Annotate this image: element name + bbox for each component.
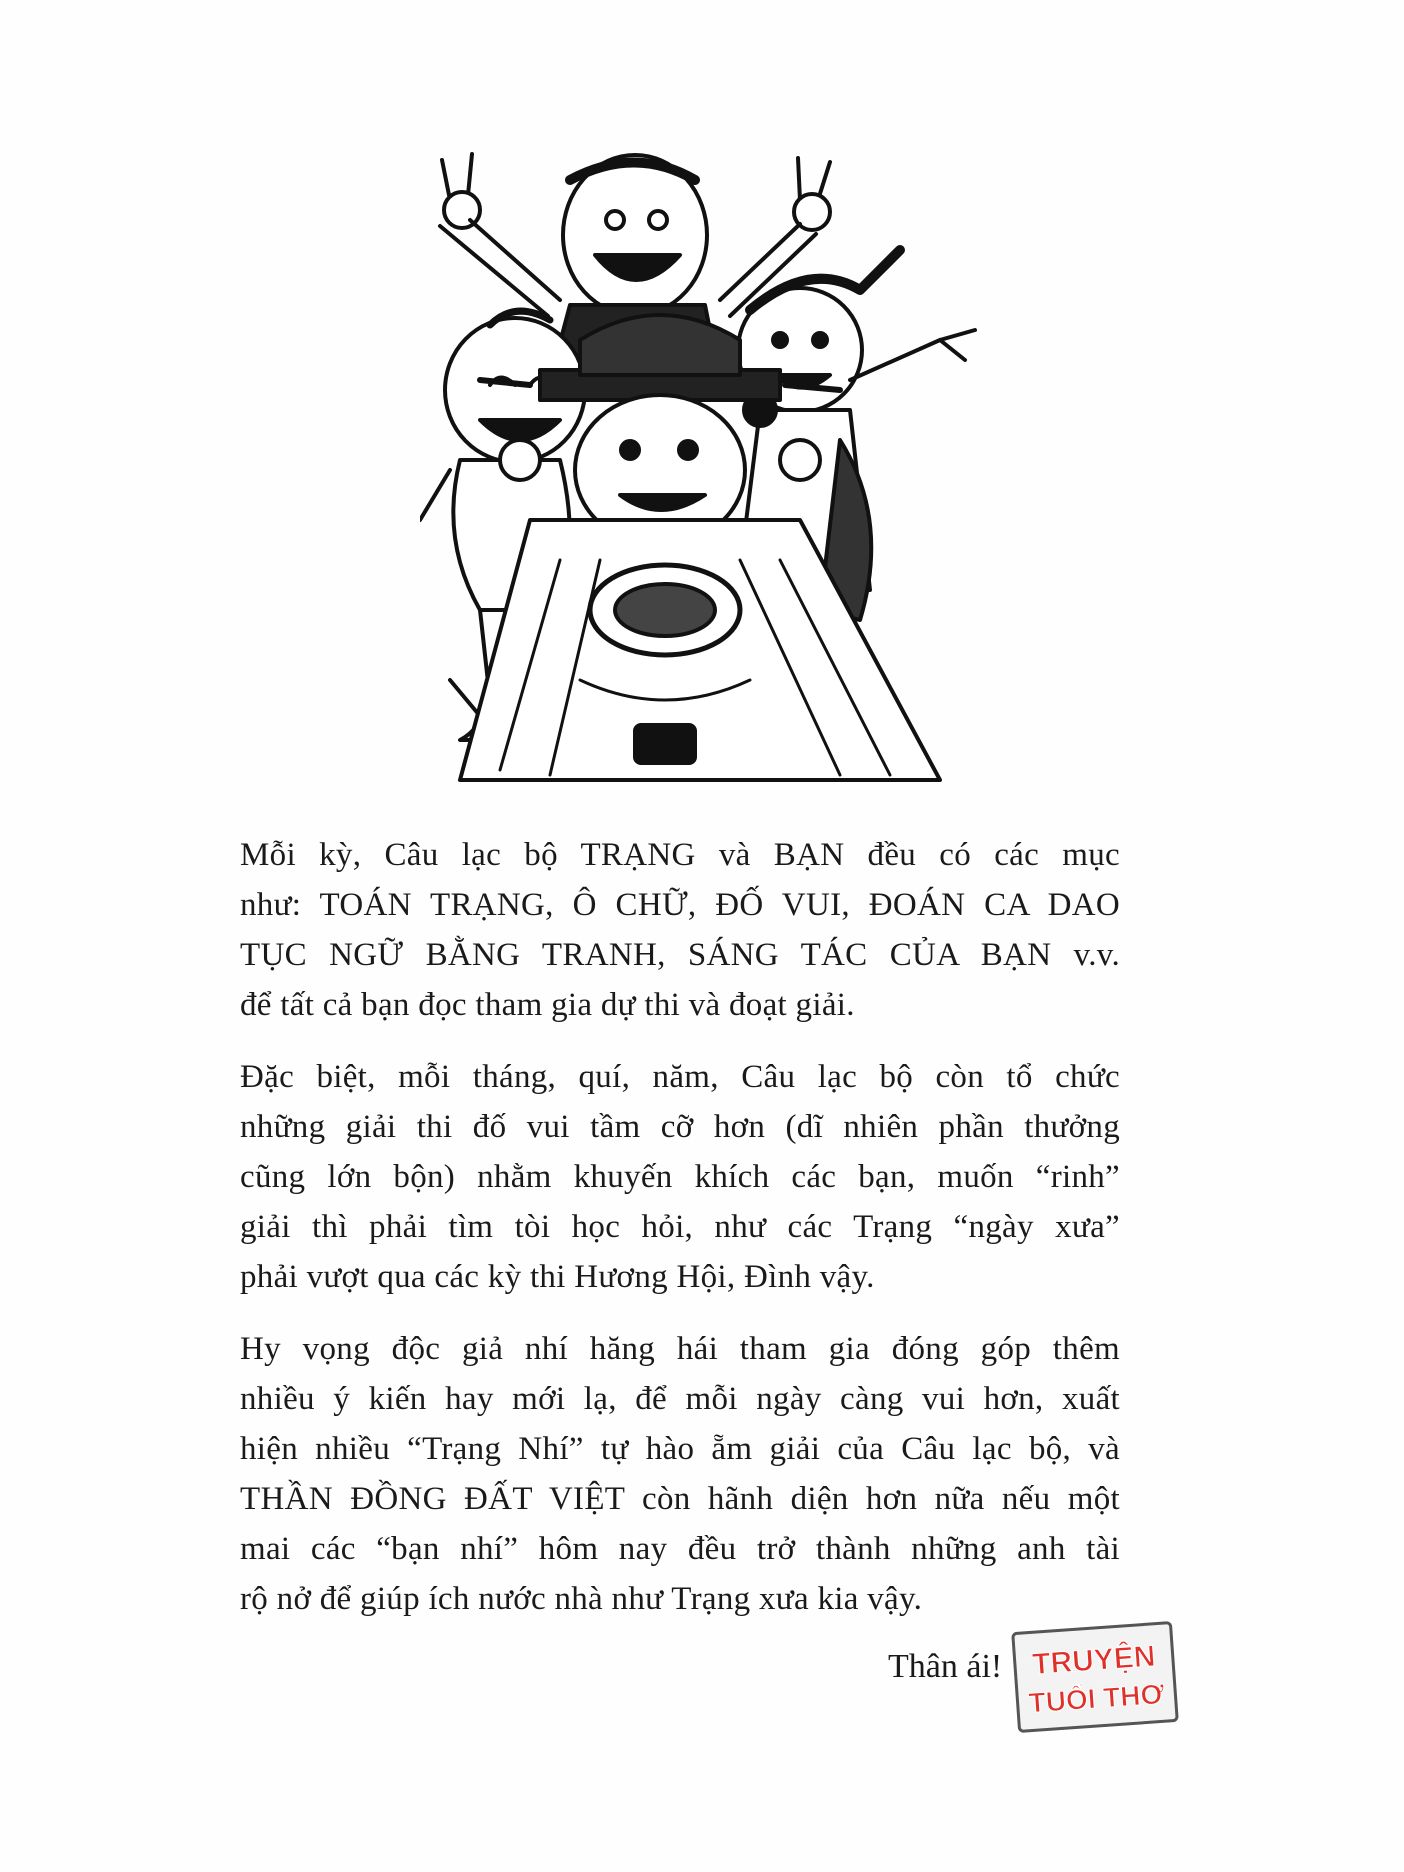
text-line: cũng lớn bộn) nhằm khuyến khích các bạn, muốn “rinh” bbox=[240, 1159, 1120, 1195]
text-line: phải vượt qua các kỳ thi Hương Hội, Đình vậy. bbox=[240, 1259, 875, 1295]
text-line: TỤC NGỮ BẰNG TRANH, SÁNG TÁC CỦA BẠN v.v. bbox=[240, 937, 1120, 973]
text-line: Hy vọng độc giả nhí hăng hái tham gia đóng góp thêm bbox=[240, 1331, 1120, 1367]
svg-text:TUỔI THƠ: TUỔI THƠ bbox=[1027, 1678, 1166, 1719]
text-line: Đặc biệt, mỗi tháng, quí, năm, Câu lạc bộ còn tổ chức bbox=[240, 1059, 1120, 1095]
paragraph-1 bbox=[240, 830, 1120, 1030]
paragraph-3 bbox=[240, 1324, 1120, 1624]
text-line: để tất cả bạn đọc tham gia dự thi và đoạt giải. bbox=[240, 987, 855, 1023]
signoff: Thân ái! bbox=[888, 1648, 1003, 1685]
text-line: như: TOÁN TRẠNG, Ô CHỮ, ĐỐ VUI, ĐOÁN CA DAO bbox=[240, 887, 1120, 923]
cartoon-children-group-icon bbox=[420, 140, 980, 790]
text-line: Mỗi kỳ, Câu lạc bộ TRẠNG và BẠN đều có các mục bbox=[240, 837, 1120, 873]
svg-text:TRUYỆN: TRUYỆN bbox=[1031, 1639, 1157, 1682]
text-line: hiện nhiều “Trạng Nhí” tự hào ẵm giải của Câu lạc bộ, và bbox=[240, 1431, 1120, 1467]
text-line: giải thì phải tìm tòi học hỏi, như các Trạng “ngày xưa” bbox=[240, 1209, 1120, 1245]
text-line: THẦN ĐỒNG ĐẤT VIỆT còn hãnh diện hơn nữa nếu một bbox=[240, 1481, 1120, 1517]
article-body bbox=[240, 830, 1120, 1646]
text-line: mai các “bạn nhí” hôm nay đều trở thành những anh tài bbox=[240, 1531, 1120, 1567]
truyen-tuoi-tho-logo bbox=[1006, 1616, 1183, 1738]
text-line: những giải thi đố vui tầm cỡ hơn (dĩ nhiên phần thưởng bbox=[240, 1109, 1120, 1145]
text-line: nhiều ý kiến hay mới lạ, để mỗi ngày càng vui hơn, xuất bbox=[240, 1381, 1120, 1417]
text-line: rộ nở để giúp ích nước nhà như Trạng xưa kia vậy. bbox=[240, 1581, 923, 1617]
paragraph-2 bbox=[240, 1052, 1120, 1302]
